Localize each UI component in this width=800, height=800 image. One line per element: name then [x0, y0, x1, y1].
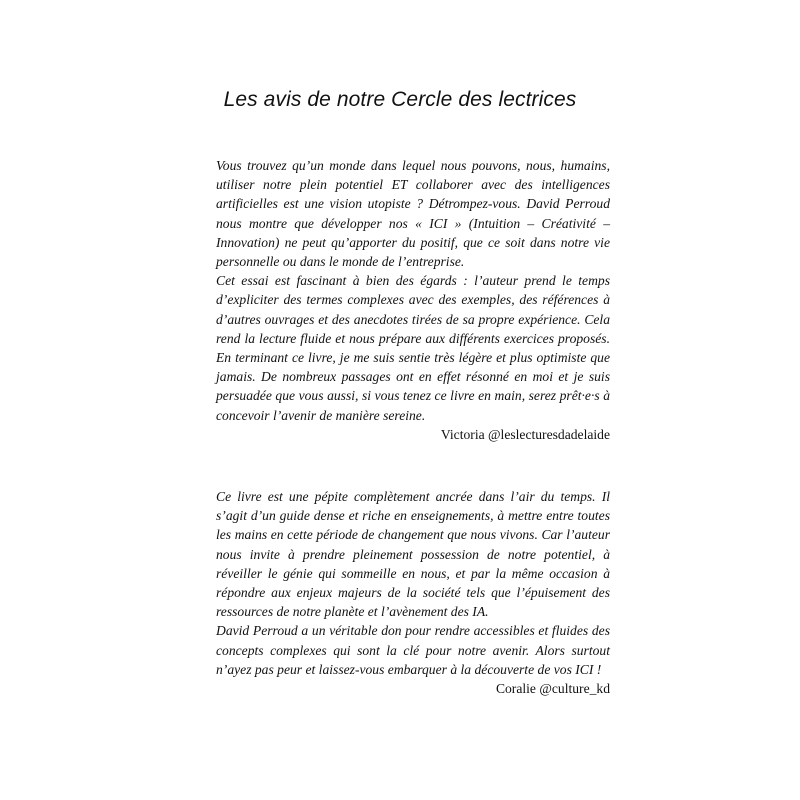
review-victoria [216, 156, 610, 444]
review-paragraph: David Perroud a un véritable don pour rendre accessibles et fluides des concepts complexes qui sont la clé pour notre avenir. Alors surtout n’ayez pas peur et laissez-vous embarquer à la découverte de vos ICI ! [216, 623, 610, 677]
review-paragraph: Vous trouvez qu’un monde dans lequel nous pouvons, nous, humains, utiliser notre plein potentiel ET collaborer avec des intelligences artificielles est une vision utopiste ? Détrompez-vous. David Perroud nous montre que développer nos « ICI » (Intuition – Créativité – Innovation) ne peut qu’apporter du positif, que ce soit dans notre vie personnelle ou dans le monde de l’entreprise. [216, 158, 610, 270]
review-paragraph: Ce livre est une pépite complètement ancrée dans l’air du temps. Il s’agit d’un guide dense et riche en enseignements, à mettre entre toutes les mains en cette période de changement que nous vivons. Car l’auteur nous invite à prendre pleinement possession de notre potentiel, à réveiller le génie qui sommeille en nous, et par la même occasion à répondre aux enjeux majeurs de la société tels que l’épuisement des ressources de notre planète et l’avènement des IA. [216, 489, 610, 620]
review-coralie [216, 487, 610, 698]
review-paragraph: Cet essai est fascinant à bien des égards : l’auteur prend le temps d’expliciter des termes complexes avec des exemples, des références à d’autres ouvrages et des anecdotes tirées de sa propre expérience. Cela rend la lecture fluide et nous prépare aux différents exercices proposés. En terminant ce livre, je me suis sentie très légère et plus optimiste que jamais. De nombreux passages ont en effet résonné en moi et je suis persuadée que vous aussi, si vous tenez ce livre en main, serez prêt·e·s à concevoir l’avenir de manière sereine. [216, 273, 610, 423]
review-signature: Victoria @leslecturesdadelaide [440, 426, 610, 442]
page-title: Les avis de notre Cercle des lectrices [223, 88, 577, 111]
review-signature: Coralie @culture_kd [495, 681, 610, 697]
